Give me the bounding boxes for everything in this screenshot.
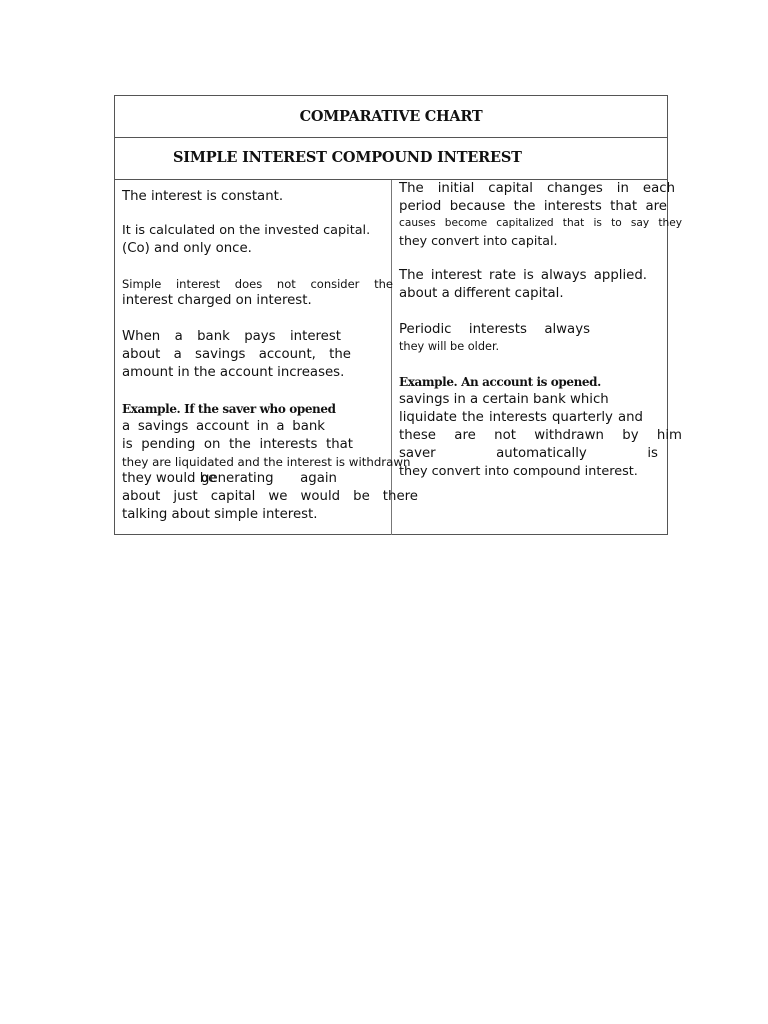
compound-line-1: The initial capital changes in each — [399, 181, 675, 196]
simple-line-6: When a bank pays interest — [122, 329, 341, 344]
simple-line-11: is pending on the interests that — [122, 437, 353, 452]
compound-line-5: The interest rate is always applied. — [399, 268, 647, 283]
simple-line-4: Simple interest does not consider the — [122, 277, 393, 291]
compound-line-14: they convert into compound interest. — [399, 464, 638, 479]
compound-line-10: savings in a certain bank which — [399, 392, 609, 407]
simple-line-5: interest charged on interest. — [122, 293, 312, 308]
simple-line-2: It is calculated on the invested capital. — [122, 223, 371, 238]
compound-interest-column — [399, 180, 681, 481]
column-headers-row — [115, 138, 667, 180]
simple-line-13a: they would be — [122, 471, 217, 486]
simple-line-13b: generating again — [201, 471, 337, 486]
simple-line-1: The interest is constant. — [122, 189, 284, 204]
column-headers: SIMPLE INTEREST COMPOUND INTEREST — [173, 149, 522, 166]
chart-title: COMPARATIVE CHART — [299, 108, 483, 125]
compound-line-11: liquidate the interests quarterly and — [399, 410, 643, 425]
simple-line-15: talking about simple interest. — [122, 507, 318, 522]
simple-interest-column — [122, 188, 418, 524]
compound-line-2: period because the interests that are — [399, 199, 667, 214]
compound-line-7: Periodic interests always — [399, 322, 590, 337]
compound-line-6: about a different capital. — [399, 286, 564, 301]
simple-line-14: about just capital we would be there — [122, 489, 418, 504]
comparative-chart-table — [114, 95, 682, 535]
compound-line-3: causes become capitalized that is to say they — [399, 217, 682, 229]
simple-line-3: (Co) and only once. — [122, 241, 252, 256]
title-row — [115, 96, 667, 138]
compound-example-heading: Example. An account is opened. — [399, 375, 601, 389]
simple-line-10: a savings account in a bank — [122, 419, 325, 434]
simple-line-7: about a savings account, the — [122, 347, 351, 362]
compound-line-4: they convert into capital. — [399, 233, 558, 248]
compound-line-8: they will be older. — [399, 340, 500, 353]
simple-line-13 — [122, 470, 393, 488]
simple-example-heading: Example. If the saver who opened — [122, 402, 336, 416]
simple-line-8: amount in the account increases. — [122, 365, 345, 380]
compound-line-12: these are not withdrawn by him — [399, 428, 682, 443]
compound-line-13: saver automatically is — [399, 446, 658, 461]
simple-line-12: they are liquidated and the interest is withdrawn — [122, 455, 411, 469]
